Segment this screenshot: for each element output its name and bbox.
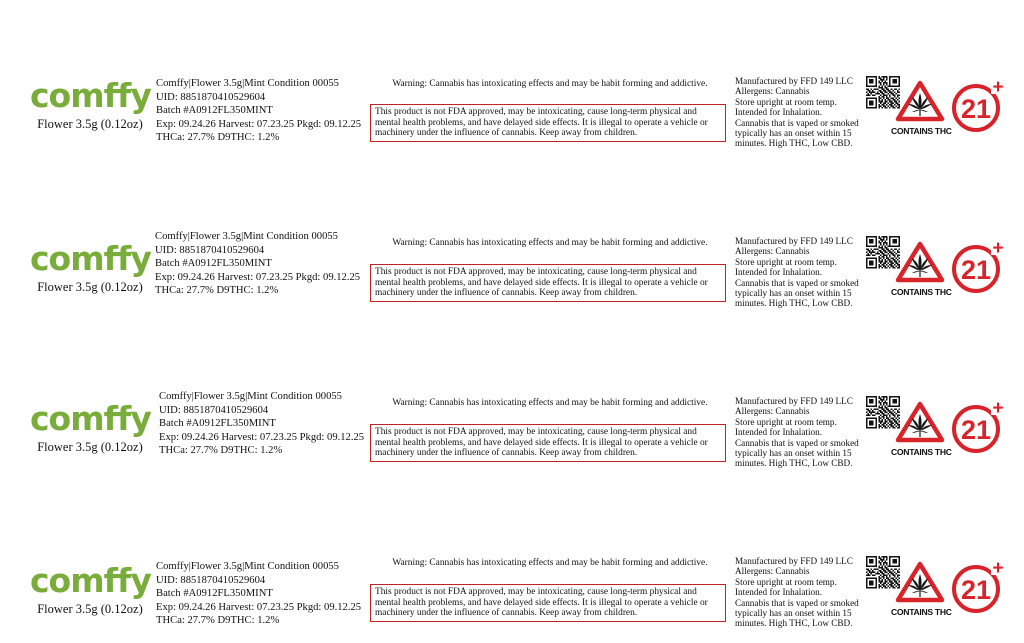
product-info — [159, 390, 364, 458]
age-21-plus-icon — [951, 559, 1009, 615]
product-potency: THCa: 27.7% D9THC: 1.2% — [156, 132, 280, 143]
brand-logo: comffy — [30, 76, 151, 115]
contains-thc-text: CONTAINS THC — [891, 447, 952, 457]
product-info — [156, 77, 361, 145]
contains-thc-badge — [891, 561, 952, 617]
product-size: Flower 3.5g (0.12oz) — [37, 117, 143, 131]
manufacturer-line: typically has an onset within 15 — [735, 128, 852, 139]
product-label — [0, 393, 1024, 473]
manufacturer-line: Intended for Inhalation. — [735, 267, 822, 278]
manufacturer-info — [735, 396, 870, 469]
product-label — [0, 70, 1024, 150]
manufacturer-line: Intended for Inhalation. — [735, 107, 822, 118]
product-dates: Exp: 09.24.26 Harvest: 07.23.25 Pkgd: 09.12.25 — [156, 118, 362, 130]
cannabis-warning-icon — [895, 80, 945, 122]
manufacturer-line: typically has an onset within 15 — [735, 448, 852, 459]
brand-logo: comffy — [30, 239, 151, 278]
manufacturer-line: minutes. High THC, Low CBD. — [735, 618, 853, 629]
manufacturer-line: Intended for Inhalation. — [735, 427, 822, 438]
manufacturer-line: typically has an onset within 15 — [735, 608, 852, 619]
manufacturer-line: Allergens: Cannabis — [735, 246, 810, 257]
manufacturer-line: Allergens: Cannabis — [735, 566, 810, 577]
contains-thc-text: CONTAINS THC — [891, 126, 952, 136]
warning-box: This product is not FDA approved, may be intoxicating, cause long-term physical and mental health problems, and have delayed side effects. It is illegal to operate a vehicle or machinery under the influence of cannabis. Keep away from children. — [370, 424, 726, 462]
manufacturer-line: Cannabis that is vaped or smoked — [735, 437, 859, 448]
age-plus-sign: + — [992, 399, 1004, 419]
manufacturer-line: Cannabis that is vaped or smoked — [735, 277, 859, 288]
age-number: 21 — [960, 255, 992, 285]
product-title: Comffy|Flower 3.5g|Mint Condition 00055 — [156, 78, 339, 89]
manufacturer-line: minutes. High THC, Low CBD. — [735, 298, 853, 309]
warning-box: This product is not FDA approved, may be intoxicating, cause long-term physical and mental health problems, and have delayed side effects. It is illegal to operate a vehicle or machinery under the influence of cannabis. Keep away from children. — [370, 584, 726, 622]
warning-heading: Warning: Cannabis has intoxicating effects and may be habit forming and addictive. — [392, 238, 708, 248]
manufacturer-info — [735, 556, 870, 629]
product-size: Flower 3.5g (0.12oz) — [37, 280, 143, 294]
manufacturer-line: Manufactured by FFD 149 LLC — [735, 76, 853, 86]
age-number: 21 — [960, 415, 992, 445]
product-label — [0, 553, 1024, 633]
age-21-plus-icon — [951, 239, 1009, 295]
age-number: 21 — [960, 575, 992, 605]
product-label — [0, 233, 1024, 313]
manufacturer-line: Manufactured by FFD 149 LLC — [735, 556, 853, 566]
warning-box: This product is not FDA approved, may be intoxicating, cause long-term physical and mental health problems, and have delayed side effects. It is illegal to operate a vehicle or machinery under the influence of cannabis. Keep away from children. — [370, 264, 726, 302]
manufacturer-line: Store upright at room temp. — [735, 256, 837, 267]
product-potency: THCa: 27.7% D9THC: 1.2% — [156, 615, 280, 626]
contains-thc-text: CONTAINS THC — [891, 287, 952, 297]
age-21-plus-icon — [951, 78, 1009, 134]
product-dates: Exp: 09.24.26 Harvest: 07.23.25 Pkgd: 09.12.25 — [155, 271, 361, 283]
brand-logo: comffy — [30, 561, 151, 600]
brand-block — [30, 78, 150, 132]
product-title: Comffy|Flower 3.5g|Mint Condition 00055 — [156, 561, 339, 572]
warning-heading: Warning: Cannabis has intoxicating effects and may be habit forming and addictive. — [392, 558, 708, 568]
manufacturer-line: Allergens: Cannabis — [735, 406, 810, 417]
manufacturer-line: typically has an onset within 15 — [735, 288, 852, 299]
cannabis-warning-icon — [895, 401, 945, 443]
manufacturer-line: Store upright at room temp. — [735, 96, 837, 107]
product-potency: THCa: 27.7% D9THC: 1.2% — [155, 285, 279, 296]
product-info — [156, 560, 361, 628]
product-batch: Batch #A0912FL350MINT — [155, 258, 272, 269]
product-batch: Batch #A0912FL350MINT — [159, 418, 276, 429]
contains-thc-text: CONTAINS THC — [891, 607, 952, 617]
product-uid: UID: 8851870410529604 — [159, 404, 269, 416]
product-info — [155, 230, 360, 298]
contains-thc-badge — [891, 241, 952, 297]
product-uid: UID: 8851870410529604 — [155, 244, 265, 256]
brand-block — [30, 241, 150, 295]
age-plus-sign: + — [992, 78, 1004, 98]
warning-box: This product is not FDA approved, may be intoxicating, cause long-term physical and mental health problems, and have delayed side effects. It is illegal to operate a vehicle or machinery under the influence of cannabis. Keep away from children. — [370, 104, 726, 142]
product-uid: UID: 8851870410529604 — [156, 91, 266, 103]
manufacturer-line: Store upright at room temp. — [735, 576, 837, 587]
warning-heading: Warning: Cannabis has intoxicating effects and may be habit forming and addictive. — [392, 79, 708, 89]
age-plus-sign: + — [992, 559, 1004, 579]
brand-logo: comffy — [30, 399, 151, 438]
manufacturer-line: Manufactured by FFD 149 LLC — [735, 396, 853, 406]
product-batch: Batch #A0912FL350MINT — [156, 105, 273, 116]
product-potency: THCa: 27.7% D9THC: 1.2% — [159, 445, 283, 456]
warning-heading: Warning: Cannabis has intoxicating effects and may be habit forming and addictive. — [392, 398, 708, 408]
contains-thc-badge — [891, 80, 952, 136]
product-title: Comffy|Flower 3.5g|Mint Condition 00055 — [155, 231, 338, 242]
product-dates: Exp: 09.24.26 Harvest: 07.23.25 Pkgd: 09.12.25 — [156, 601, 362, 613]
brand-block — [30, 563, 150, 617]
age-number: 21 — [960, 94, 992, 124]
manufacturer-info — [735, 76, 870, 149]
manufacturer-line: Cannabis that is vaped or smoked — [735, 597, 859, 608]
product-title: Comffy|Flower 3.5g|Mint Condition 00055 — [159, 391, 342, 402]
manufacturer-line: Intended for Inhalation. — [735, 587, 822, 598]
manufacturer-line: Cannabis that is vaped or smoked — [735, 117, 859, 128]
manufacturer-line: minutes. High THC, Low CBD. — [735, 458, 853, 469]
product-batch: Batch #A0912FL350MINT — [156, 588, 273, 599]
manufacturer-info — [735, 236, 870, 309]
manufacturer-line: Manufactured by FFD 149 LLC — [735, 236, 853, 246]
contains-thc-badge — [891, 401, 952, 457]
product-dates: Exp: 09.24.26 Harvest: 07.23.25 Pkgd: 09.12.25 — [159, 431, 365, 443]
age-plus-sign: + — [992, 239, 1004, 259]
age-21-plus-icon — [951, 399, 1009, 455]
product-size: Flower 3.5g (0.12oz) — [37, 602, 143, 616]
product-size: Flower 3.5g (0.12oz) — [37, 440, 143, 454]
brand-block — [30, 401, 150, 455]
manufacturer-line: Store upright at room temp. — [735, 416, 837, 427]
cannabis-warning-icon — [895, 561, 945, 603]
product-uid: UID: 8851870410529604 — [156, 574, 266, 586]
cannabis-warning-icon — [895, 241, 945, 283]
manufacturer-line: minutes. High THC, Low CBD. — [735, 138, 853, 149]
manufacturer-line: Allergens: Cannabis — [735, 86, 810, 97]
